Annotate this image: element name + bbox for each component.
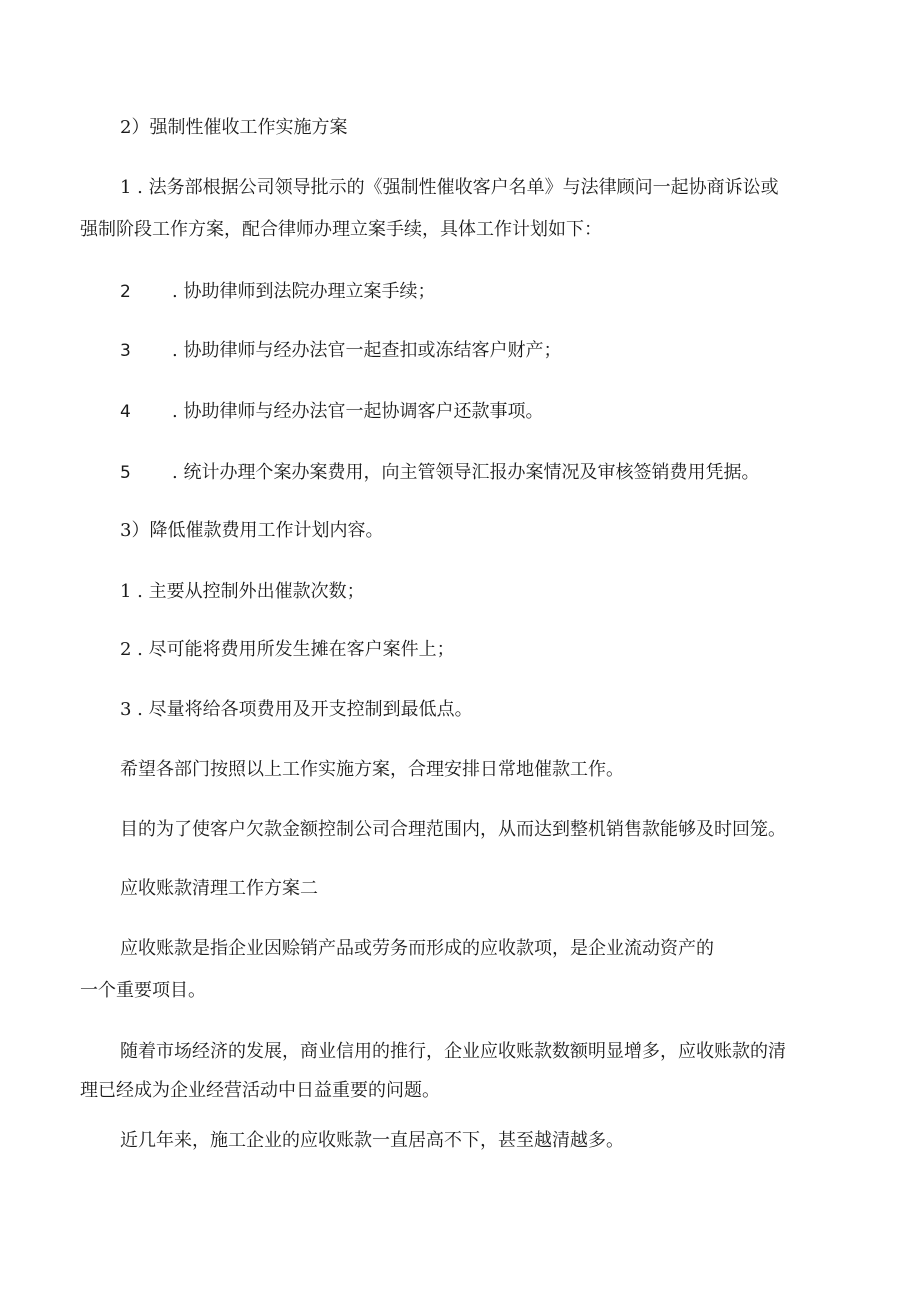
paragraph-line: 随着市场经济的发展，商业信用的推行，企业应收账款数额明显增多，应收账款的清 <box>120 1041 786 1062</box>
sub-item: 3 . 尽量将给各项费用及开支控制到最低点。 <box>120 699 473 720</box>
list-item <box>120 280 435 304</box>
list-item <box>120 339 561 363</box>
list-item-number: 4 <box>120 402 131 422</box>
section-title: 应收账款清理工作方案二 <box>120 878 318 899</box>
paragraph-line: 近几年来，施工企业的应收账款一直居高不下，甚至越清越多。 <box>120 1130 624 1151</box>
paragraph-line: 应收账款是指企业因赊销产品或劳务而形成的应收款项，是企业流动资产的 <box>120 938 714 959</box>
paragraph-line: 希望各部门按照以上工作实施方案，合理安排日常地催款工作。 <box>120 759 624 780</box>
paragraph-line: 1 . 法务部根据公司领导批示的《强制性催收客户名单》与法律顾问一起协商诉讼或 <box>120 177 779 198</box>
paragraph-line: 一个重要项目。 <box>80 980 206 1001</box>
list-item-number: 3 <box>120 341 131 361</box>
paragraph-line: 理已经成为企业经营活动中日益重要的问题。 <box>80 1080 440 1101</box>
list-item <box>120 400 543 424</box>
list-item-text: . 协助律师与经办法官一起查扣或冻结客户财产； <box>172 340 562 361</box>
list-item <box>120 461 759 485</box>
section-heading: 3）降低催款费用工作计划内容。 <box>120 520 384 541</box>
sub-item: 1 . 主要从控制外出催款次数； <box>120 581 365 602</box>
list-item-number: 2 <box>120 282 131 302</box>
list-item-text: . 协助律师到法院办理立案手续； <box>172 281 436 302</box>
section-heading: 2）强制性催收工作实施方案 <box>120 117 348 138</box>
list-item-text: . 协助律师与经办法官一起协调客户还款事项。 <box>172 401 544 422</box>
paragraph-line: 强制阶段工作方案，配合律师办理立案手续，具体工作计划如下： <box>80 219 602 240</box>
list-item-text: . 统计办理个案办案费用，向主管领导汇报办案情况及审核签销费用凭据。 <box>172 462 760 483</box>
sub-item: 2 . 尽可能将费用所发生摊在客户案件上； <box>120 639 455 660</box>
paragraph-line: 目的为了使客户欠款金额控制公司合理范围内，从而达到整机销售款能够及时回笼。 <box>120 819 786 840</box>
list-item-number: 5 <box>120 463 131 483</box>
